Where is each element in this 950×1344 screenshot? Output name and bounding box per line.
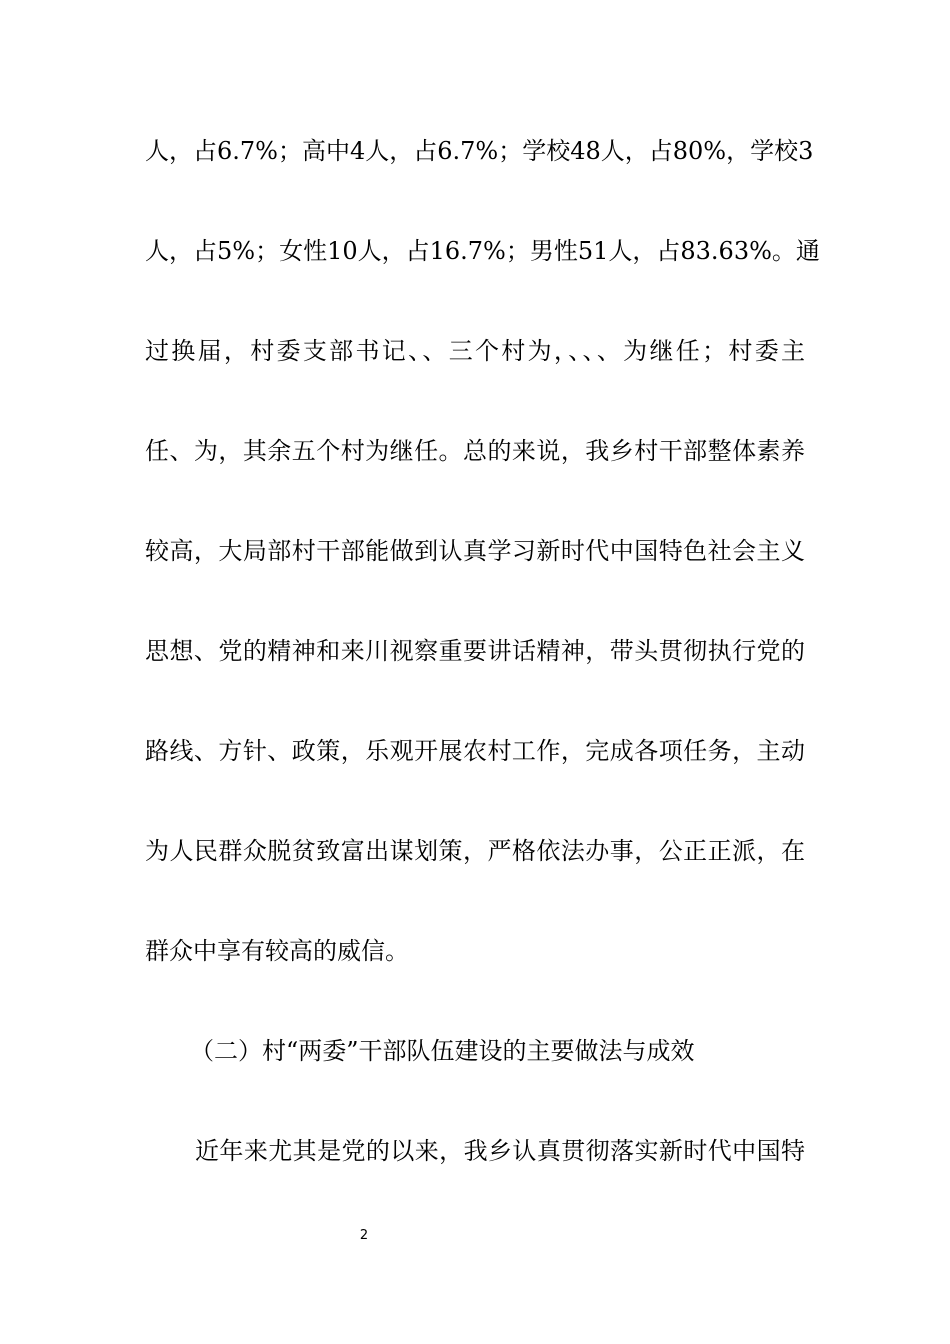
body-text-line-7: 路线、方针、政策，乐观开展农村工作，完成各项任务，主动 — [145, 737, 805, 765]
body-text-line-5: 较高，大局部村干部能做到认真学习新时代中国特色社会主义 — [145, 537, 805, 565]
body-text-line-1: 人，占6.7%；高中4人，占6.7%；学校48人，占80%，学校3 — [145, 137, 814, 165]
body-text-line-8: 为人民群众脱贫致富出谋划策，严格依法办事，公正正派，在 — [145, 837, 805, 865]
body-text-line-2: 人，占5%；女性10人，占16.7%；男性51人，占83.63%。通 — [145, 237, 820, 265]
page-number: 2 — [359, 1228, 369, 1243]
body-text-line-9: 群众中享有较高的威信。 — [145, 937, 409, 965]
body-text-line-6: 思想、党的精神和来川视察重要讲话精神，带头贯彻执行党的 — [145, 637, 805, 665]
body-text-line-3: 过换届，村委支部书记、、三个村为，、、、为继任；村委主 — [145, 337, 805, 365]
body-text-line-4: 任、为，其余五个村为继任。总的来说，我乡村干部整体素养 — [145, 437, 805, 465]
paragraph-2-line-1: 近年来尤其是党的以来，我乡认真贯彻落实新时代中国特 — [195, 1137, 805, 1165]
section-heading: （二）村“两委”干部队伍建设的主要做法与成效 — [190, 1037, 695, 1065]
